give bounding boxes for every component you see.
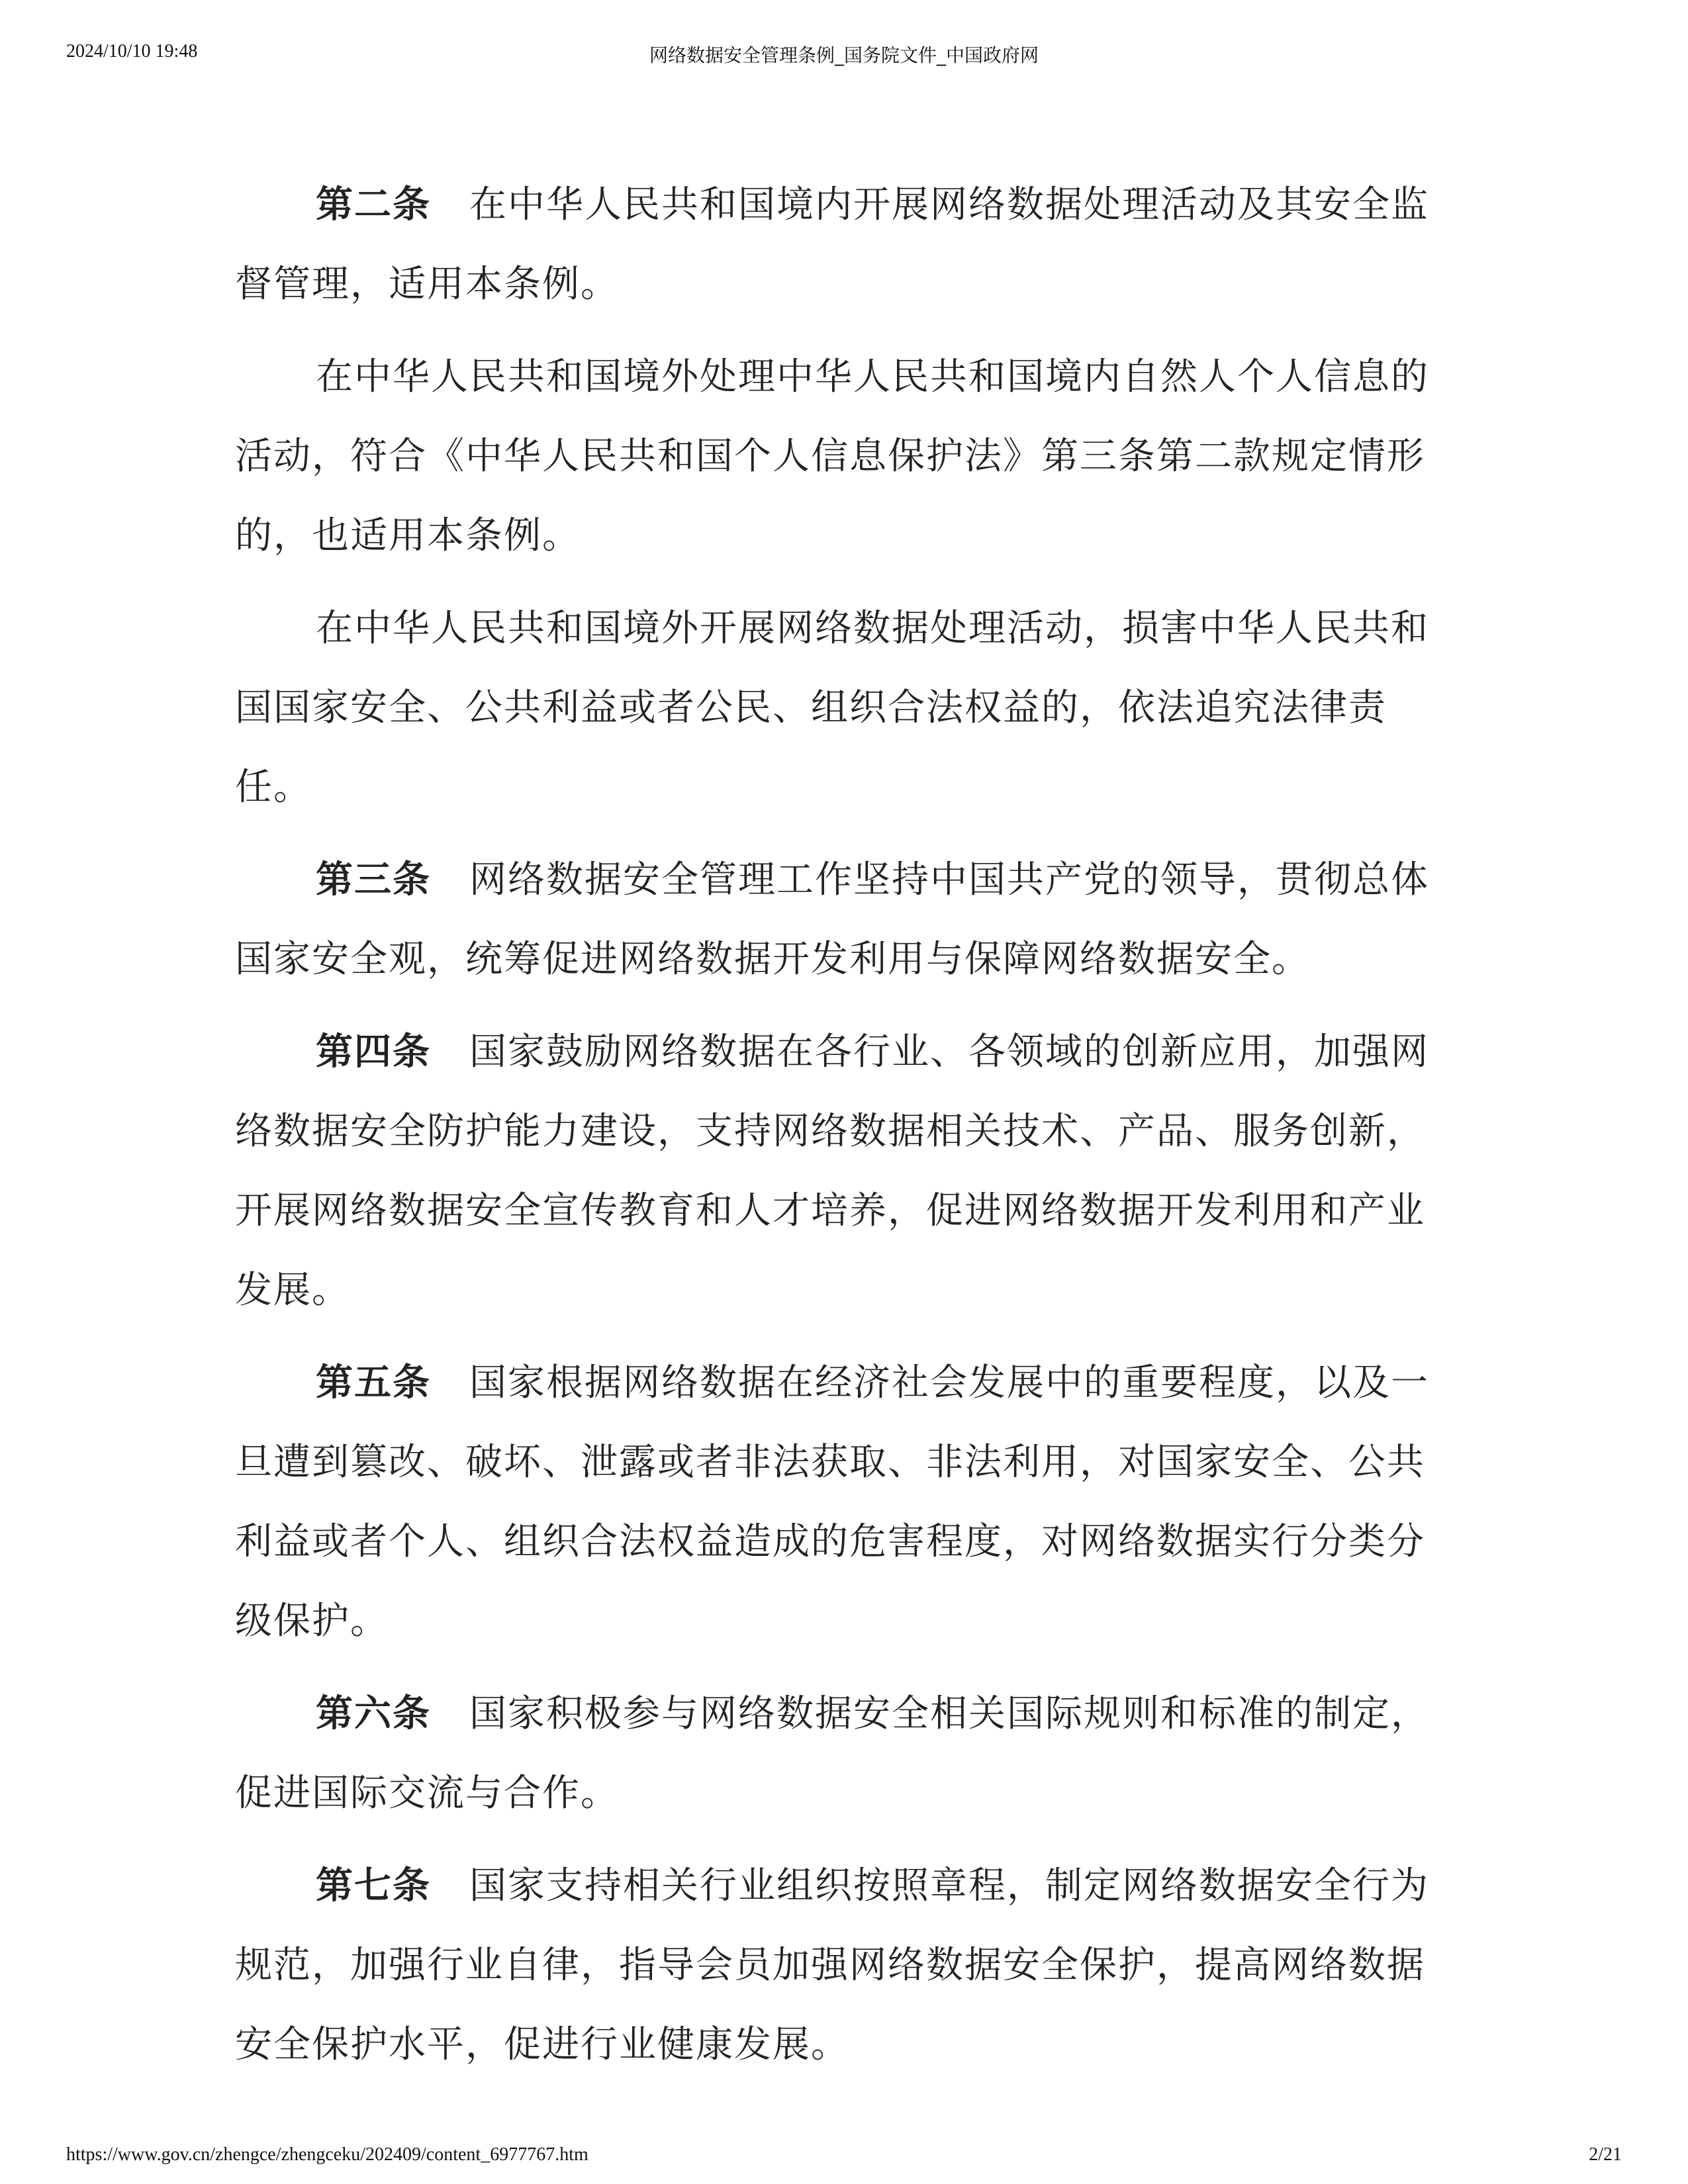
document-body [235, 165, 1453, 2098]
paragraph-article-7 [235, 1846, 1453, 2085]
paragraph-article-5 [235, 1343, 1453, 1661]
paragraph-text: 国家积极参与网络数据安全相关国际规则和标准的制定，促进国际交流与合作。 [235, 1692, 1429, 1815]
paragraph-text: 国家根据网络数据在经济社会发展中的重要程度，以及一旦遭到篡改、破坏、泄露或者非法获取、非法利用，对国家安全、公共利益或者个人、组织合法权益造成的危害程度，对网络数据实行分类分级保护。 [235, 1361, 1429, 1643]
paragraph-text: 国家鼓励网络数据在各行业、各领域的创新应用，加强网络数据安全防护能力建设，支持网络数据相关技术、产品、服务创新，开展网络数据安全宣传教育和人才培养，促进网络数据开发利用和产业发展。 [235, 1030, 1429, 1312]
paragraph-text: 国家支持相关行业组织按照章程，制定网络数据安全行为规范，加强行业自律，指导会员加强网络数据安全保护，提高网络数据安全保护水平，促进行业健康发展。 [235, 1864, 1429, 2066]
page-title: 网络数据安全管理条例_国务院文件_中国政府网 [649, 44, 1039, 66]
print-footer [0, 2144, 1688, 2171]
paragraph-text: 在中华人民共和国境外开展网络数据处理活动，损害中华人民共和国国家安全、公共利益或者公民、组织合法权益的，依法追究法律责任。 [235, 607, 1429, 809]
article-number: 第三条 [316, 858, 431, 901]
paragraph-article-2-clause-2 [235, 338, 1453, 576]
paragraph-text: 在中华人民共和国境外处理中华人民共和国境内自然人个人信息的活动，符合《中华人民共和国个人信息保护法》第三条第二款规定情形的，也适用本条例。 [235, 355, 1429, 557]
paragraph-article-6 [235, 1674, 1453, 1833]
article-number: 第七条 [316, 1864, 431, 1907]
source-url: https://www.gov.cn/zhengce/zhengceku/202409/content_6977767.htm [66, 2144, 588, 2165]
paragraph-article-2-clause-3 [235, 589, 1453, 827]
article-number: 第六条 [316, 1692, 431, 1735]
print-header [0, 41, 1688, 81]
article-number: 第五条 [316, 1361, 431, 1404]
paragraph-article-2 [235, 165, 1453, 324]
print-datetime: 2024/10/10 19:48 [66, 41, 198, 62]
article-number: 第四条 [316, 1030, 431, 1073]
paragraph-text: 在中华人民共和国境内开展网络数据处理活动及其安全监督管理，适用本条例。 [235, 183, 1429, 306]
paragraph-article-4 [235, 1013, 1453, 1330]
paragraph-text: 网络数据安全管理工作坚持中国共产党的领导，贯彻总体国家安全观，统筹促进网络数据开发利用与保障网络数据安全。 [235, 858, 1429, 981]
page-number: 2/21 [1589, 2144, 1622, 2165]
article-number: 第二条 [316, 183, 431, 226]
paragraph-article-3 [235, 841, 1453, 999]
